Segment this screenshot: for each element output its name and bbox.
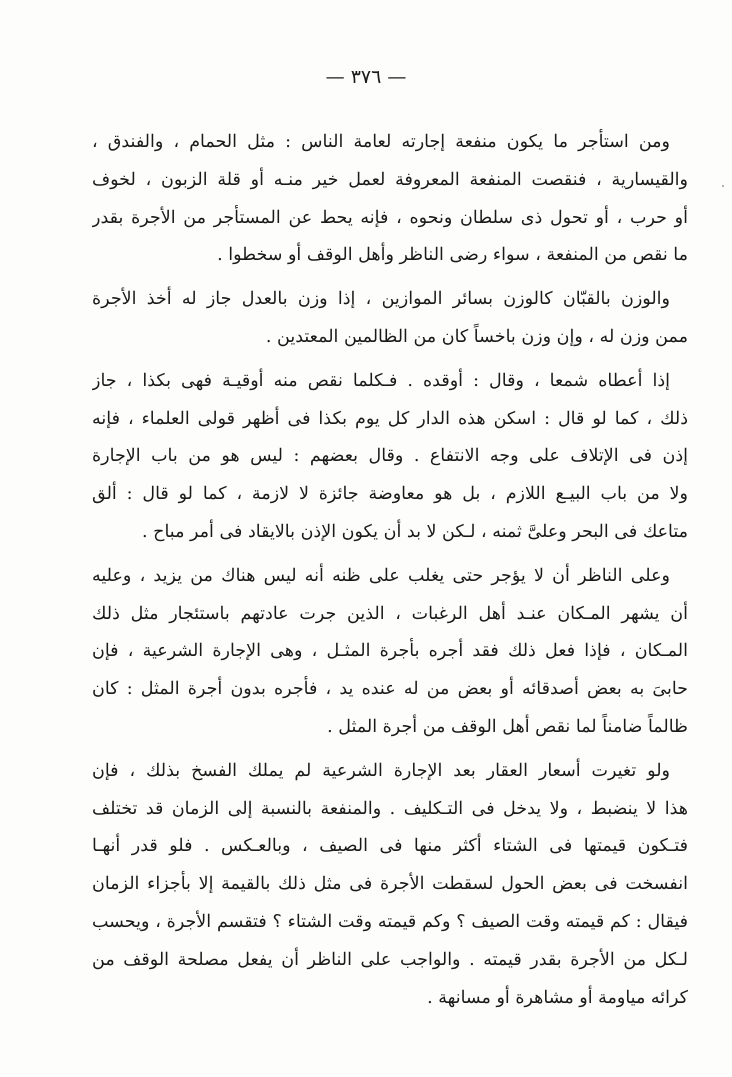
text-line: هذا لا ينضبط ، ولا يدخل فى التـكليف . والمنفعة بالنسبة إلى الزمان قد تختلف xyxy=(92,798,688,819)
text-line: والقيسارية ، فنقصت المنفعة المعروفة لعمل خير منـه أو قلة الزبون ، لخوف xyxy=(92,169,688,190)
text-line: ومن استأجر ما يكون منفعة إجارته لعامة الناس : مثل الحمام ، والفندق ، xyxy=(92,132,670,152)
text-line: فتـكون قيمتها فى الشتاء أكثر منها فى الصيف ، وبالعـكس . فلو قدر أنهـا xyxy=(92,836,688,857)
paragraph-candle xyxy=(92,363,688,552)
text-line: ظالماً ضامناً لما نقص أهل الوقف من أجرة المثل . xyxy=(327,716,688,737)
text-line: انفسخت فى بعض الحول لسقطت الأجرة فى مثل ذلك بالقيمة إلا بأجزاء الزمان xyxy=(92,874,688,895)
paragraph-rent-reduction xyxy=(92,124,688,275)
text-line: حابىَ به بعض أصدقائه أو بعض من له عنده يد ، فأجره بدون أجرة المثل : كان xyxy=(92,679,688,700)
text-line: ممن وزن له ، وإن وزن باخساً كان من الظالمين المعتدين . xyxy=(265,326,688,347)
text-line: ولا من باب البيـع اللازم ، بل هو معاوضة جائزة لا لازمة ، كما لو قال : ألق xyxy=(92,484,688,505)
text-line: ما نقص من المنفعة ، سواء رضى الناظر وأهل الوقف أو سخطوا . xyxy=(217,245,688,266)
text-line: لـكل من الأجرة بقدر قيمته . والواجب على الناظر أن يفعل مصلحة الوقف من xyxy=(92,949,688,970)
paragraph-trustee xyxy=(92,558,688,747)
scan-speck xyxy=(722,185,724,187)
text-line: ولو تغيرت أسعار العقار بعد الإجارة الشرعية لم يملك الفسخ بذلك ، فإن xyxy=(92,760,670,781)
text-line: أن يشهر المـكان عنـد أهل الرغبات ، الذين جرت عادتهم باستئجار مثل ذلك xyxy=(92,603,688,624)
page-number: — ٣٧٦ — xyxy=(325,66,407,88)
body-text xyxy=(92,124,688,1017)
text-line: ذلك ، كما لو قال : اسكن هذه الدار كل يوم بكذا فى أظهر قولى العلماء ، فإنه xyxy=(92,408,688,429)
paragraph-prices xyxy=(92,753,688,1018)
text-line: إذا أعطاه شمعا ، وقال : أوقده . فـكلما نقص منه أوقيـة فهى بكذا ، جاز xyxy=(92,370,670,391)
text-line: أو حرب ، أو تحول ذى سلطان ونحوه ، فإنه يحط عن المستأجر من الأجرة بقدر xyxy=(92,207,688,228)
text-line: إذن فى الإتلاف على وجه الانتفاع . وقال بعضهم : ليس هو من باب الإجارة xyxy=(92,446,688,467)
text-line: فيقال : كم قيمته وقت الصيف ؟ وكم قيمته وقت الشتاء ؟ فتقسم الأجرة ، ويحسب xyxy=(92,911,688,932)
text-line: المـكان ، فإذا فعل ذلك فقد أجره بأجرة المثـل ، وهى الإجارة الشرعية ، فإن xyxy=(92,641,688,662)
text-line: متاعك فى البحر وعلىَّ ثمنه ، لـكن لا بد أن يكون الإذن بالايقاد فى أمر مباح . xyxy=(142,521,688,542)
text-line: وعلى الناظر أن لا يؤجر حتى يغلب على ظنه أنه ليس هناك من يزيد ، وعليه xyxy=(92,565,670,586)
text-line: والوزن بالقبّان كالوزن بسائر الموازين ، إذا وزن بالعدل جاز له أخذ الأجرة xyxy=(92,289,670,310)
paragraph-weighing xyxy=(92,281,688,357)
text-line: كرائه مياومة أو مشاهرة أو مسانهة . xyxy=(427,987,688,1008)
